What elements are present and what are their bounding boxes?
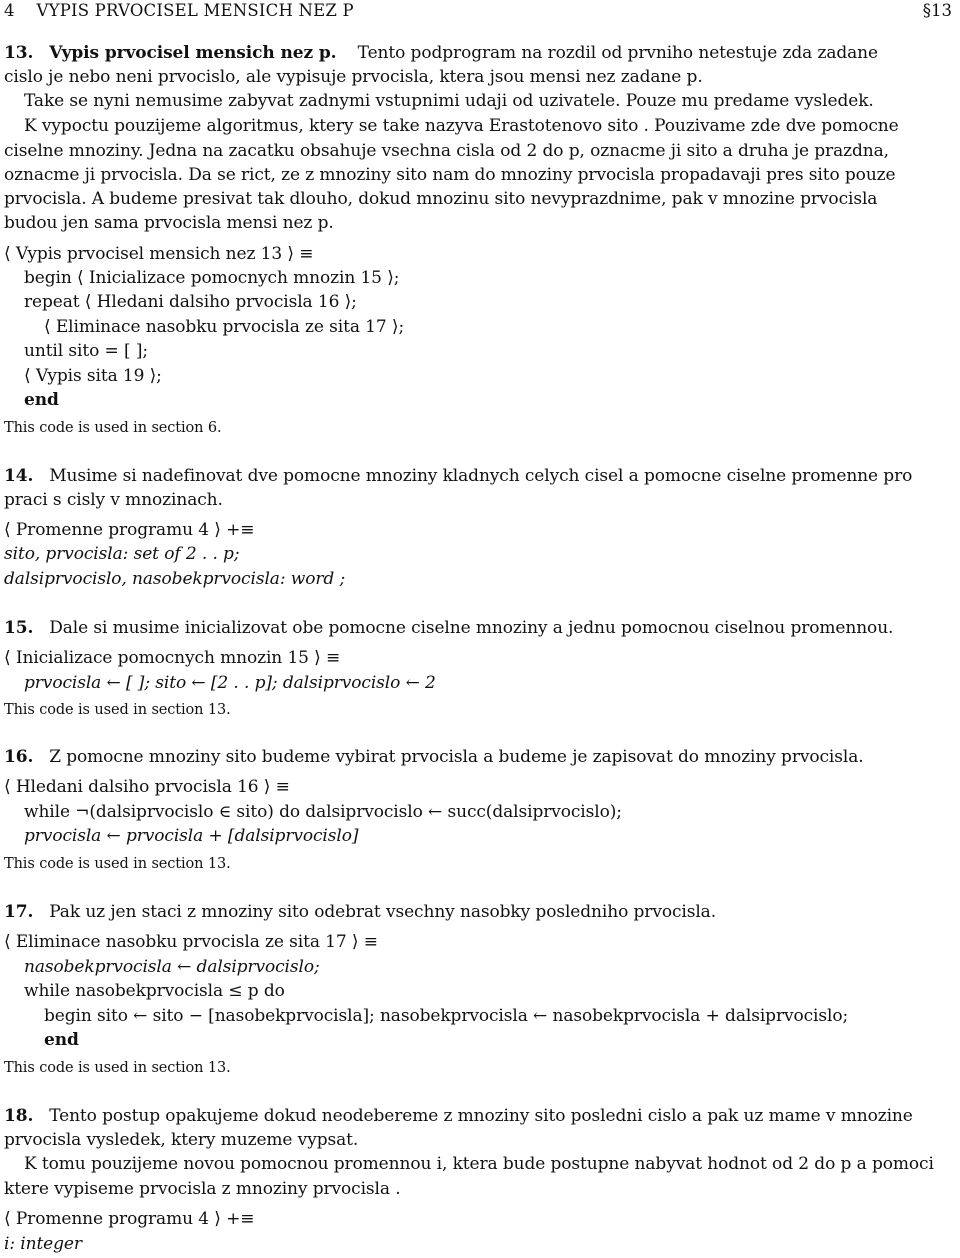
paragraph-line: ktere vypiseme prvocisla z mnoziny prvocisla . (4, 1179, 401, 1199)
code-line: end (44, 1030, 79, 1050)
code-line: repeat ⟨ Hledani dalsiho prvocisla 16 ⟩; (24, 292, 357, 312)
section-number: 14. (4, 466, 34, 486)
section-title: Vypis prvocisel mensich nez p. (49, 43, 337, 63)
code-definition: ⟨ Vypis prvocisel mensich nez 13 ⟩ ≡ (4, 244, 314, 264)
code-definition: ⟨ Hledani dalsiho prvocisla 16 ⟩ ≡ (4, 777, 290, 797)
paragraph-line: Take se nyni nemusime zabyvat zadnymi vstupnimi udaji od uzivatele. Pouze mu predame vysledek. (24, 91, 874, 111)
paragraph-line: Tento podprogram na rozdil od prvniho netestuje zda zadane (357, 43, 878, 63)
section-16-heading-line (4, 745, 864, 769)
section-mark: §13 (922, 1, 952, 20)
code-line: end (24, 390, 59, 410)
used-in-note: This code is used in section 13. (4, 1060, 231, 1076)
code-line: prvocisla ← prvocisla + [dalsiprvocislo] (24, 826, 359, 846)
code-line: ⟨ Eliminace nasobku prvocisla ze sita 17 ⟩; (44, 317, 405, 337)
paragraph-line: praci s cisly v mnozinach. (4, 490, 223, 510)
section-18-heading-line (4, 1104, 913, 1128)
code-line: i: integer (4, 1234, 82, 1254)
running-header (4, 0, 354, 22)
code-line: begin ⟨ Inicializace pomocnych mnozin 15 ⟩; (24, 268, 400, 288)
paragraph-line: Pak uz jen staci z mnoziny sito odebrat vsechny nasobky posledniho prvocisla. (49, 902, 717, 922)
code-line: nasobekprvocisla ← dalsiprvocislo; (24, 957, 320, 977)
section-number: 16. (4, 747, 34, 767)
code-definition: ⟨ Promenne programu 4 ⟩ +≡ (4, 520, 255, 540)
code-definition: ⟨ Promenne programu 4 ⟩ +≡ (4, 1209, 255, 1229)
section-14-heading-line (4, 464, 912, 488)
paragraph-line: Musime si nadefinovat dve pomocne mnoziny kladnych celych cisel a pomocne ciselne promenne pro (49, 466, 913, 486)
paragraph-line: K tomu pouzijeme novou pomocnou promennou i, ktera bude postupne nabyvat hodnot od 2 do p a pomoci (24, 1154, 934, 1174)
paragraph-line: budou jen sama prvocisla mensi nez p. (4, 213, 334, 233)
paragraph-line: cislo je nebo neni prvocislo, ale vypisuje prvocisla, ktera jsou mensi nez zadane p. (4, 67, 703, 87)
code-line: while nasobekprvocisla ≤ p do (24, 981, 285, 1001)
paragraph-line: Dale si musime inicializovat obe pomocne ciselne mnoziny a jednu pomocnou ciselnou promennou. (49, 618, 894, 638)
code-line: ⟨ Vypis sita 19 ⟩; (24, 366, 162, 386)
paragraph-line: ciselne mnoziny. Jedna na zacatku obsahuje vsechna cisla od 2 do p, oznacme ji sito a druha je prazdna, (4, 141, 889, 161)
code-line: until sito = [ ]; (24, 341, 148, 361)
code-line: while ¬(dalsiprvocislo ∈ sito) do dalsiprvocislo ← succ(dalsiprvocislo); (24, 802, 622, 822)
paragraph-line: prvocisla vysledek, ktery muzeme vypsat. (4, 1130, 359, 1150)
running-title: VYPIS PRVOCISEL MENSICH NEZ P (36, 1, 354, 20)
section-number: 18. (4, 1106, 34, 1126)
paragraph-line: oznacme ji prvocisla. Da se rict, ze z mnoziny sito nam do mnoziny prvocisla propadavaji pres sito pouze (4, 165, 896, 185)
code-definition: ⟨ Inicializace pomocnych mnozin 15 ⟩ ≡ (4, 648, 341, 668)
paragraph-line: K vypoctu pouzijeme algoritmus, ktery se take nazyva Erastotenovo sito . Pouzivame zde dve pomocne (24, 116, 899, 136)
code-line: sito, prvocisla: set of 2 . . p; (4, 544, 240, 564)
section-17-heading-line (4, 900, 716, 924)
code-line: prvocisla ← [ ]; sito ← [2 . . p]; dalsiprvocislo ← 2 (24, 673, 436, 693)
paragraph-line: Tento postup opakujeme dokud neodebereme z mnoziny sito posledni cislo a pak uz mame v mnozine (49, 1106, 913, 1126)
used-in-note: This code is used in section 13. (4, 856, 231, 872)
paragraph-line: prvocisla. A budeme presivat tak dlouho, dokud mnozinu sito nevyprazdnime, pak v mnozine prvocisla (4, 189, 878, 209)
section-13-heading-line (4, 41, 878, 65)
code-line: begin sito ← sito − [nasobekprvocisla]; nasobekprvocisla ← nasobekprvocisla + dalsiprvocislo; (44, 1006, 849, 1026)
section-number: 13. (4, 43, 34, 63)
code-definition: ⟨ Eliminace nasobku prvocisla ze sita 17 ⟩ ≡ (4, 932, 378, 952)
section-number: 17. (4, 902, 34, 922)
page-number: 4 (4, 1, 15, 20)
paragraph-line: Z pomocne mnoziny sito budeme vybirat prvocisla a budeme je zapisovat do mnoziny prvocisla. (49, 747, 864, 767)
section-number: 15. (4, 618, 34, 638)
section-15-heading-line (4, 616, 893, 640)
used-in-note: This code is used in section 13. (4, 702, 231, 718)
used-in-note: This code is used in section 6. (4, 420, 222, 436)
code-line: dalsiprvocislo, nasobekprvocisla: word ; (4, 569, 346, 589)
